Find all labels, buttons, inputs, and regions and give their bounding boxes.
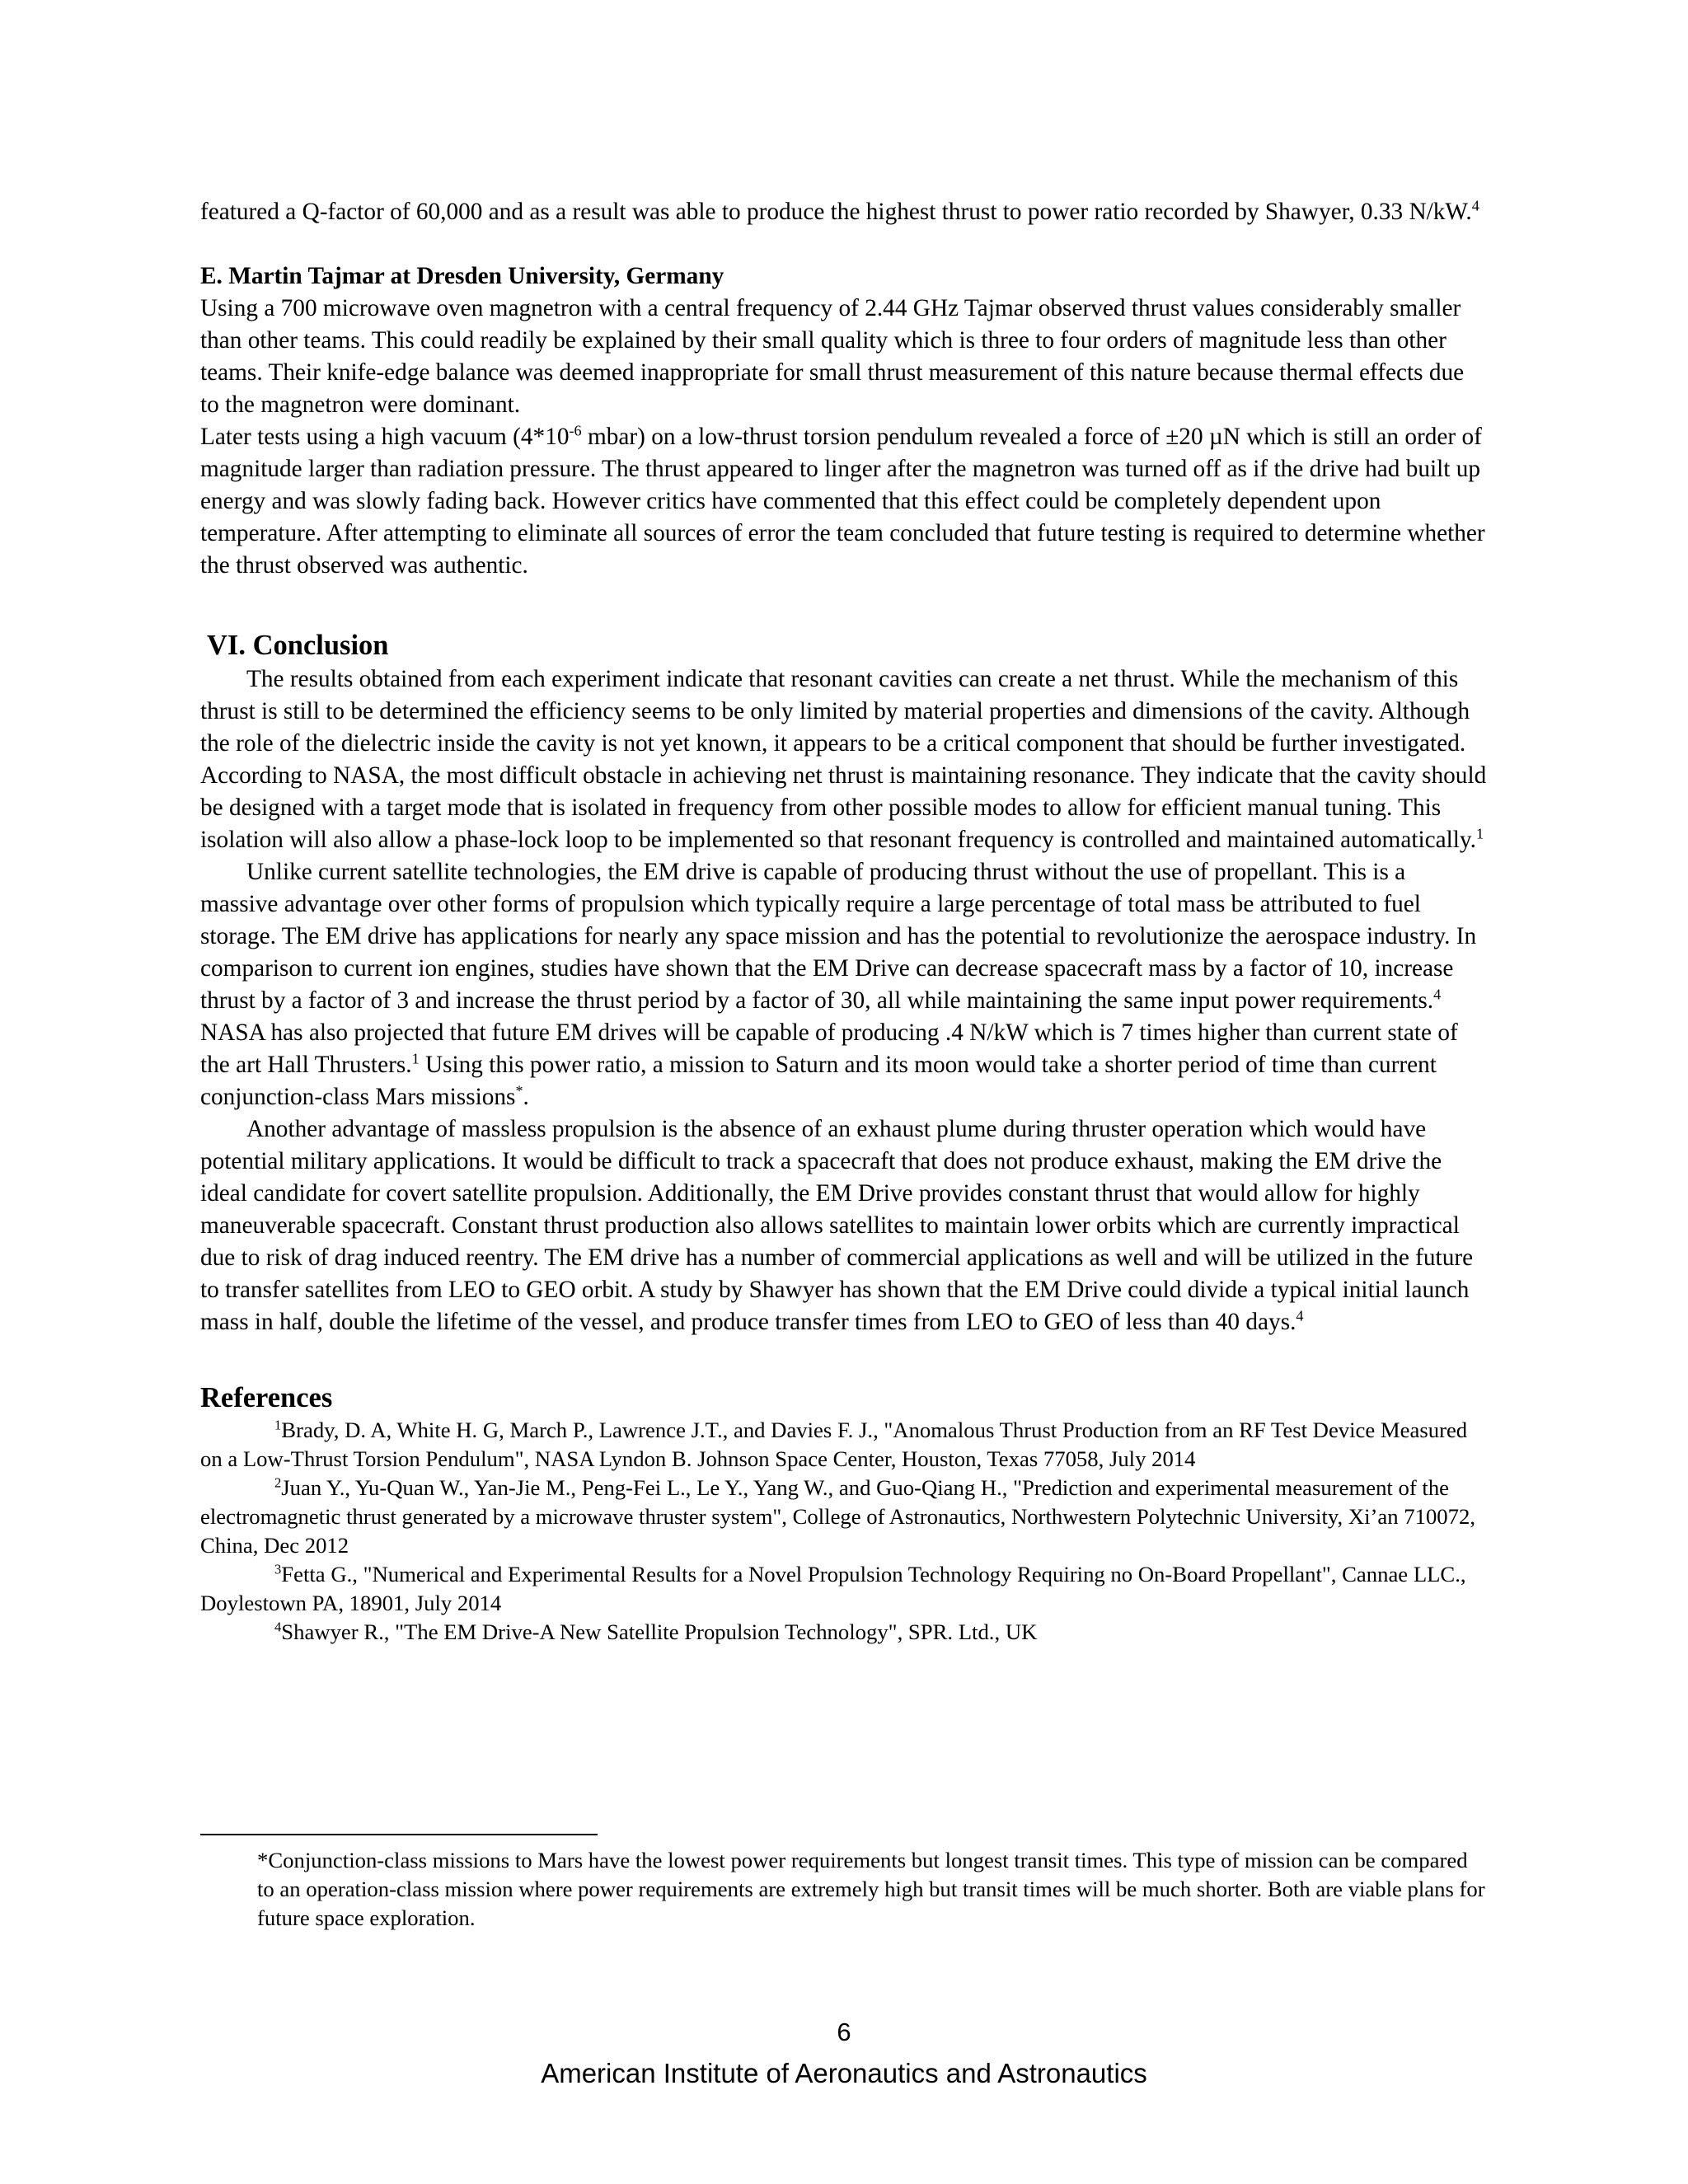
citation-ref: 4: [1471, 197, 1479, 214]
reference-text: Brady, D. A, White H. G, March P., Lawrence J.T., and Davies F. J., "Anomalous Thrust Production from an RF Test Device Measured on a Low-Thrust Torsion Pendulum", NASA Lyndon B. Johnson Space Center, Houston, Texas 77058, July 2014: [200, 1418, 1468, 1471]
conclusion-p3-text: Another advantage of massless propulsion is the absence of an exhaust plume during thruster operation which would have potential military applications. It would be difficult to track a spacecraft that does not produce exhaust, making the EM drive the ideal candidate for covert satellite propulsion. Additionally, the EM Drive provides constant thrust that would allow for highly maneuverable spacecraft. Constant thrust production also allows satellites to maintain lower orbits which are currently impractical due to risk of drag induced reentry. The EM drive has a number of commercial applications as well and will be utilized in the future to transfer satellites from LEO to GEO orbit. A study by Shawyer has shown that the EM Drive could divide a typical initial launch mass in half, double the lifetime of the vessel, and produce transfer times from LEO to GEO of less than 40 days.: [200, 1116, 1474, 1335]
reference-item: [200, 1416, 1489, 1474]
page-number: 6: [837, 2018, 851, 2046]
reference-item: [200, 1474, 1489, 1560]
reference-number: 4: [274, 1619, 282, 1635]
references-list: [200, 1416, 1489, 1647]
reference-number: 2: [274, 1474, 282, 1491]
section-e-paragraph-2: [200, 421, 1489, 582]
citation-ref: 4: [1433, 986, 1442, 1003]
footnote-divider: [200, 1834, 598, 1835]
citation-ref: 4: [1296, 1307, 1304, 1324]
section-e-paragraph-1: Using a 700 microwave oven magnetron with a central frequency of 2.44 GHz Tajmar observed thrust values considerably smaller than other teams. This could readily be explained by their small quality which is three to four orders of magnitude less than other teams. Their knife-edge balance was deemed inappropriate for small thrust measurement of this nature because thermal effects due to the magnetron were dominant.: [200, 295, 1465, 418]
page-body: [200, 196, 1489, 1647]
footnote-marker: *: [515, 1082, 523, 1099]
citation-ref: 1: [1475, 825, 1484, 842]
conclusion-p2-text-d: .: [523, 1084, 529, 1110]
subsection-heading-e: E. Martin Tajmar at Dresden University, Germany: [200, 263, 724, 289]
references-heading: References: [200, 1382, 333, 1413]
conclusion-p2-text-a: Unlike current satellite technologies, the EM drive is capable of producing thrust without the use of propellant. This is a massive advantage over other forms of propulsion which typically require a large percentage of total mass be attributed to fuel storage. The EM drive has applications for nearly any space mission and has the potential to revolutionize the aerospace industry. In comparison to current ion engines, studies have shown that the EM Drive can decrease spacecraft mass by a factor of 10, increase thrust by a factor of 3 and increase the thrust period by a factor of 30, all while maintaining the same input power requirements.: [200, 859, 1477, 1014]
reference-text: Fetta G., "Numerical and Experimental Results for a Novel Propulsion Technology Requiring no On-Board Propellant", Cannae LLC., Doylestown PA, 18901, July 2014: [200, 1562, 1466, 1615]
reference-text: Juan Y., Yu-Quan W., Yan-Jie M., Peng-Fei L., Le Y., Yang W., and Guo-Qiang H., "Prediction and experimental measurement of the electromagnetic thrust generated by a microwave thruster system", College of Astronautics, Northwestern Polytechnic University, Xi’an 710072, China, Dec 2012: [200, 1475, 1475, 1558]
exponent: -6: [569, 422, 582, 439]
reference-number: 3: [274, 1561, 282, 1577]
intro-text: featured a Q-factor of 60,000 and as a result was able to produce the highest thrust to power ratio recorded by Shawyer, 0.33 N/kW.: [200, 199, 1472, 225]
conclusion-paragraph-1: [200, 663, 1489, 856]
conclusion-p1-text: The results obtained from each experiment indicate that resonant cavities can create a net thrust. While the mechanism of this thrust is still to be determined the efficiency seems to be only limited by material properties and dimensions of the cavity. Although the role of the dielectric inside the cavity is not yet known, it appears to be a critical component that should be further investigated. According to NASA, the most difficult obstacle in achieving net thrust is maintaining resonance. They indicate that the cavity should be designed with a target mode that is isolated in frequency from other possible modes to allow for efficient manual tuning. This isolation will also allow a phase-lock loop to be implemented so that resonant frequency is controlled and maintained automatically.: [200, 666, 1487, 853]
conclusion-paragraph-3: [200, 1113, 1489, 1338]
reference-text: Shawyer R., "The EM Drive-A New Satellite Propulsion Technology", SPR. Ltd., UK: [281, 1619, 1038, 1644]
reference-item: [200, 1618, 1489, 1647]
section-e-text-b: mbar) on a low-thrust torsion pendulum revealed a force of ±20 µN which is still an order of magnitude larger than radiation pressure. The thrust appeared to linger after the magnetron was turned off as if the drive had built up energy and was slowly fading back. However critics have commented that this effect could be completely dependent upon temperature. After attempting to eliminate all sources of error the team concluded that future testing is required to determine whether the thrust observed was authentic.: [200, 424, 1485, 579]
conclusion-paragraph-2: [200, 856, 1489, 1113]
intro-paragraph: [200, 196, 1489, 228]
section-e-text-a: Later tests using a high vacuum (4*10: [200, 424, 570, 450]
reference-item: [200, 1560, 1489, 1618]
reference-number: 1: [274, 1417, 282, 1433]
conclusion-p2-text-c: Using this power ratio, a mission to Saturn and its moon would take a shorter period of time than current conjunction-class Mars missions: [200, 1052, 1437, 1110]
citation-ref: 1: [411, 1050, 420, 1067]
conclusion-p2-text-b: NASA has also projected that future EM drives will be capable of producing .4 N/kW which is 7 times higher than current state of the art Hall Thrusters.: [200, 1019, 1458, 1078]
footer-organization: American Institute of Aeronautics and Astronautics: [541, 2058, 1147, 2088]
footnote-text: *Conjunction-class missions to Mars have the lowest power requirements but longest transit times. This type of mission can be compared to an operation-class mission where power requirements are extremely high but transit times will be much shorter. Both are viable plans for future space exploration.: [257, 1848, 1485, 1930]
section-heading-conclusion: VI. Conclusion: [207, 630, 389, 661]
